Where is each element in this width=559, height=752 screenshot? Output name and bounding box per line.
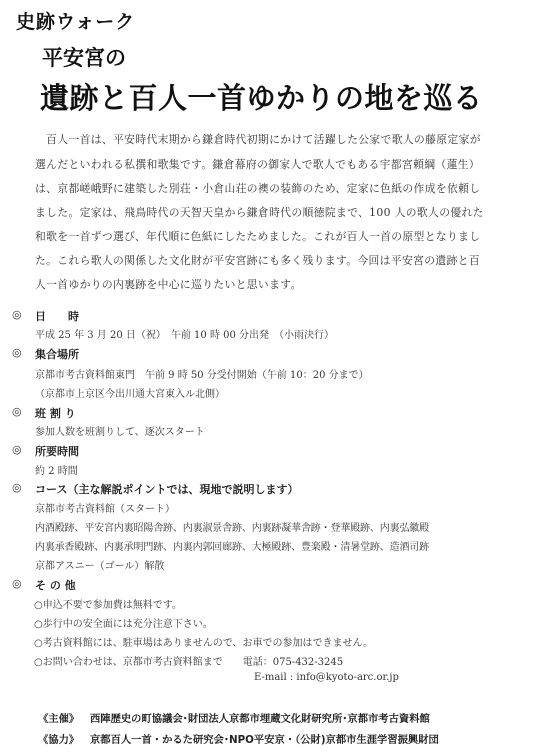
contact-phone: ○お問い合わせは、京都市考古資料館まで 電話：075-432-3245 (34, 657, 344, 668)
section-heading: そ の 他 (35, 579, 76, 592)
organizer-label: 《主催》 (38, 713, 80, 725)
bullet-icon: ◎ (12, 577, 22, 590)
bullet-icon: ◎ (12, 443, 22, 456)
intro-line: 人一首ゆかりの内裏跡を中心に巡りたいと思います。 (35, 278, 302, 291)
cooperation-label: 《協力》 (38, 734, 80, 746)
section-heading: 集合場所 (35, 348, 79, 361)
bullet-icon: ◎ (12, 308, 22, 321)
cooperation-text: 京都百人一首・かるた研究会･NPO平安京・（公財)京都市生涯学習振興財団 (90, 734, 439, 746)
bullet-icon: ◎ (12, 346, 22, 359)
course-stop: 京都アスニー（ゴール）解散 (35, 561, 165, 572)
organizer-text: 西陣歴史の町協議会･財団法人京都市埋蔵文化財研究所･京都市考古資料館 (90, 713, 430, 725)
kicker-title: 史跡ウォーク (16, 11, 136, 33)
section-detail: 参加人数を班割りして、逐次スタート (35, 427, 205, 438)
intro-line: た。これら歌人の関係した文化財が平安宮跡にも多く残ります。今回は平安宮の遺跡と百 (35, 254, 481, 267)
section-detail: 約 2 時間 (35, 466, 78, 477)
section-detail: 平成 25 年 3 月 20 日（祝） 午前 10 時 00 分出発 （小雨決行） (35, 330, 335, 341)
bullet-icon: ◎ (12, 405, 22, 418)
note-line: ○考古資料館には、駐車場はありませんので、お車での参加はできません。 (34, 638, 374, 649)
intro-line: 選んだといわれる私撰和歌集です。鎌倉幕府の御家人で歌人でもある宇都宮頼綱（蓮生） (35, 158, 481, 171)
bullet-icon: ◎ (12, 481, 22, 494)
course-stop: 内裏承香殿跡、内裏承明門跡、内裏内郭回廊跡、大極殿跡、豊楽殿・清暑堂跡、造酒司跡 (35, 542, 429, 553)
contact-email: E-mail : info@kyoto-arc.or.jp (254, 672, 399, 683)
intro-line: は、京都嵯峨野に建築した別荘・小倉山荘の襖の装飾のため、定家に色紙の作成を依頼し (35, 182, 481, 195)
page-title: 遺跡と百人一首ゆかりの地を巡る (40, 81, 483, 115)
section-heading: コース（主な解説ポイントでは、現地で説明します） (35, 483, 299, 496)
section-heading: 所要時間 (35, 445, 79, 458)
note-line: ○歩行中の安全面には充分注意下さい。 (34, 619, 213, 630)
course-stop: 京都市考古資料館（スタート） (35, 504, 175, 515)
page-subtitle: 平安宮の (42, 46, 126, 70)
intro-line: ました。定家は、飛鳥時代の天智天皇から鎌倉時代の順徳院まで、100 人の歌人の優れた (35, 206, 484, 219)
section-heading: 日 時 (35, 310, 79, 323)
section-detail: 京都市考古資料館東門 午前 9 時 50 分受付開始（午前 10：20 分まで） (35, 370, 369, 381)
section-heading: 班 割 り (35, 407, 76, 420)
intro-line: 百人一首は、平安時代末期から鎌倉時代初期にかけて活躍した公家で歌人の藤原定家が (35, 133, 481, 146)
note-line: ○申込不要で参加費は無料です。 (34, 600, 182, 611)
section-detail: （京都市上京区今出川通大宮東入ル北側） (35, 389, 225, 400)
intro-line: 和歌を一首ずつ選び、年代順に色紙にしたためました。これが百人一首の原型となりまし (35, 230, 481, 243)
course-stop: 内酒殿跡、平安宮内裏昭陽舎跡、内裏淑景舎跡、内裏跡凝華舎跡・登華殿跡、内裏弘徽殿 (35, 523, 429, 534)
